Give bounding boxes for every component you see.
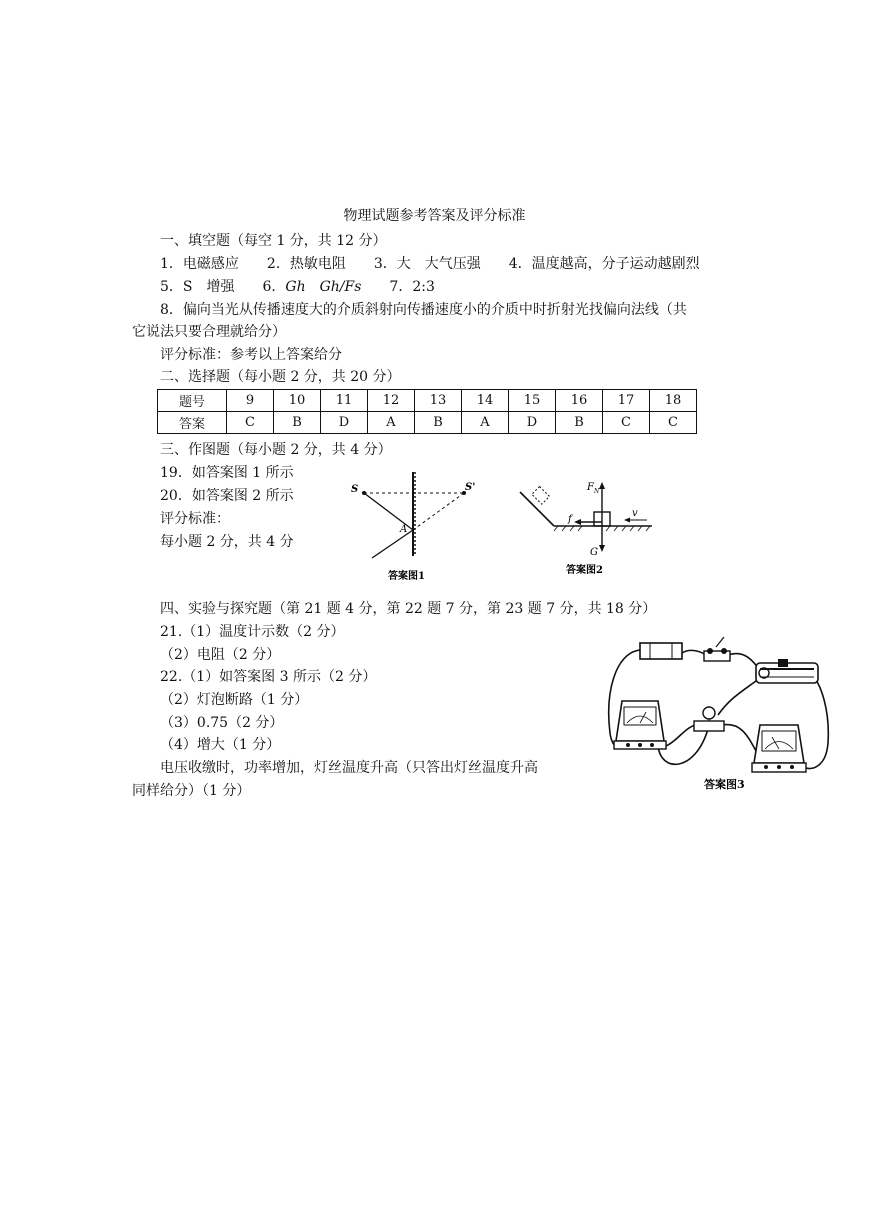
section3-heading: 三、作图题（每小题 2 分，共 4 分） [160, 442, 392, 458]
label-fn: $F_N$ [587, 482, 600, 495]
velocity-arrowhead [624, 518, 630, 523]
label-v: v [632, 508, 638, 519]
answer-22-1: 22.（1）如答案图 3 所示（2 分） [160, 669, 377, 685]
answer-20: 20．如答案图 2 所示 [160, 488, 294, 504]
normal-force-arrowhead [599, 482, 605, 489]
answer-cell: C [603, 412, 650, 434]
section2-heading: 二、选择题（每小题 2 分，共 20 分） [160, 369, 401, 385]
question-number: 17 [603, 390, 650, 412]
answer-6-formula: Gh Gh/Fs [285, 279, 362, 295]
answer-cell: A [462, 412, 509, 434]
incline-surface [520, 492, 554, 526]
block-on-incline-dashed [532, 487, 550, 505]
section3-scoring-text: 每小题 2 分，共 4 分 [160, 534, 294, 550]
answer-figure-1 [340, 468, 480, 586]
label-f: f [568, 514, 572, 525]
label-a: A [400, 524, 408, 535]
table-row-questions [158, 390, 697, 412]
switch-icon [704, 637, 730, 661]
gravity-arrowhead [599, 545, 605, 552]
question-number: 13 [415, 390, 462, 412]
rheostat-icon [756, 659, 818, 683]
section1-answer-8-cont: 它说法只要合理就给分） [132, 324, 286, 340]
row-label-answer: 答案 [158, 412, 227, 434]
section1-answers-line1: 1．电磁感应 2．热敏电阻 3．大 大气压强 4．温度越高，分子运动越剧烈 [160, 256, 700, 272]
friction-arrowhead [574, 519, 581, 525]
answer-22-5: 电压收缴时，功率增加，灯丝温度升高（只答出灯丝温度升高 [160, 760, 538, 776]
label-s: S [351, 484, 359, 495]
table-row-answers [158, 412, 697, 434]
answer-cell: B [274, 412, 321, 434]
answer-cell: A [368, 412, 415, 434]
question-number: 14 [462, 390, 509, 412]
virtual-ray [413, 493, 464, 530]
page-title: 物理试题参考答案及评分标准 [343, 208, 526, 224]
lamp-icon [694, 707, 724, 731]
section1-scoring: 评分标准：参考以上答案给分 [160, 347, 342, 363]
section4-heading: 四、实验与探究题（第 21 题 4 分，第 22 题 7 分，第 23 题 7 分，共 18 分） [160, 601, 657, 617]
section1-answer-8: 8．偏向当光从传播速度大的介质斜射向传播速度小的介质中时折射光找偏向法线（共 [160, 302, 687, 318]
answer-22-5-cont: 同样给分）（1 分） [132, 783, 251, 799]
question-number: 15 [509, 390, 556, 412]
answer-22-3: （3）0.75（2 分） [160, 715, 284, 731]
answer-cell: C [650, 412, 697, 434]
label-g: G [590, 547, 598, 558]
question-number: 16 [556, 390, 603, 412]
question-number: 11 [321, 390, 368, 412]
figure-3-caption: 答案图3 [704, 778, 745, 791]
figure-1-caption: 答案图1 [388, 571, 425, 582]
voltmeter-icon [614, 701, 666, 749]
section3-scoring-label: 评分标准： [160, 511, 230, 527]
label-s-prime: S' [465, 482, 476, 493]
answer-21-2: （2）电阻（2 分） [160, 647, 281, 663]
answer-7-text: 7．2:3 [361, 279, 435, 295]
answer-22-4: （4）增大（1 分） [160, 737, 281, 753]
question-number: 12 [368, 390, 415, 412]
answer-cell: B [415, 412, 462, 434]
answer-cell: D [321, 412, 368, 434]
answer-19: 19．如答案图 1 所示 [160, 465, 294, 481]
ammeter-icon [752, 725, 806, 772]
battery-icon [640, 643, 682, 659]
question-number: 18 [650, 390, 697, 412]
answer-figure-3 [600, 633, 842, 793]
answer-table [157, 389, 697, 434]
answer-cell: D [509, 412, 556, 434]
section1-heading: 一、填空题（每空 1 分，共 12 分） [160, 233, 387, 249]
answer-cell: B [556, 412, 603, 434]
answer-22-2: （2）灯泡断路（1 分） [160, 692, 309, 708]
section1-answers-line2 [160, 277, 435, 297]
question-number: 9 [227, 390, 274, 412]
answer-figure-2 [512, 478, 662, 588]
answer-21-1: 21.（1）温度计示数（2 分） [160, 624, 345, 640]
answer-cell: C [227, 412, 274, 434]
point-s [362, 491, 366, 495]
row-label-question: 题号 [158, 390, 227, 412]
figure-2-caption: 答案图2 [566, 565, 603, 576]
question-number: 10 [274, 390, 321, 412]
answer-5-6-text: 5．S 增强 6． [160, 279, 286, 295]
